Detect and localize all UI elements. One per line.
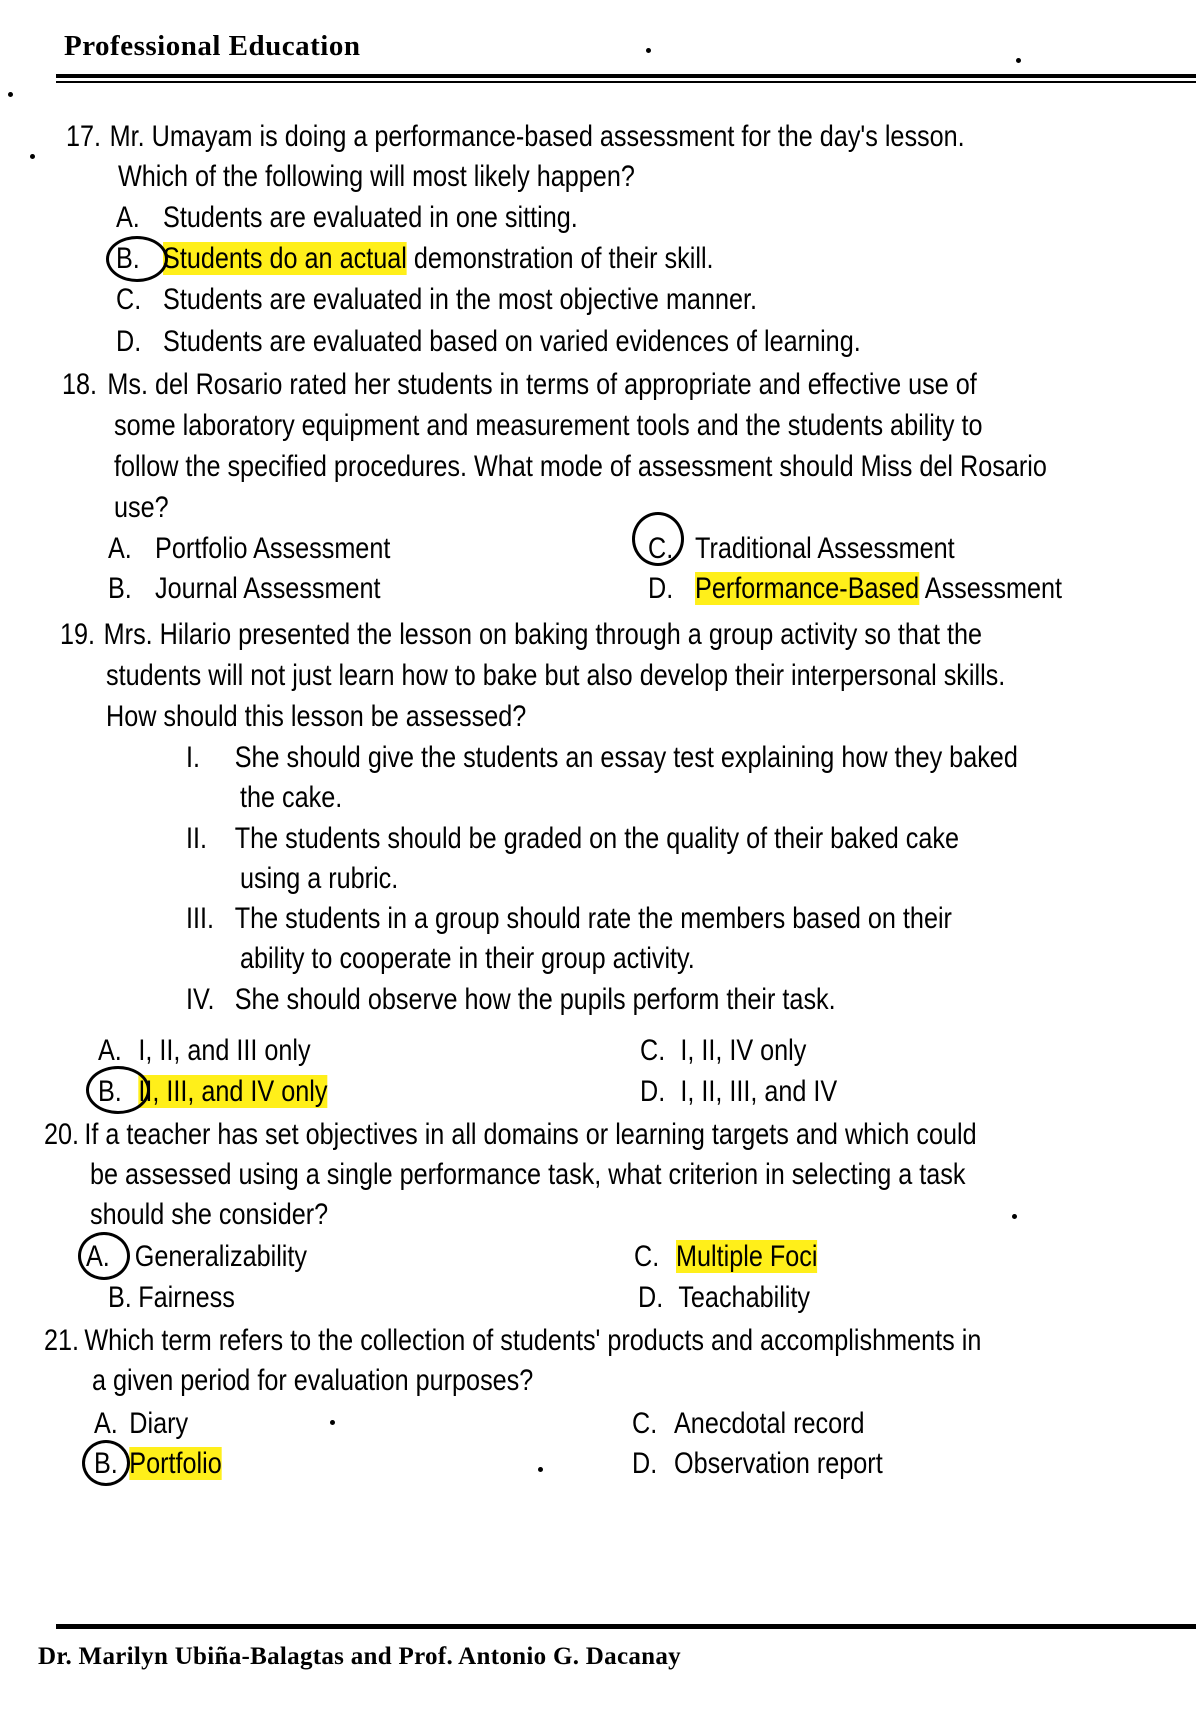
q17-c-text: Students are evaluated in the most objective manner. [163, 283, 758, 316]
q18-stem-line3: follow the specified procedures. What mode of assessment should Miss del Rosario [114, 450, 1047, 483]
q21-d-text: Observation report [674, 1447, 883, 1480]
q19-ii-num: II. [186, 822, 208, 855]
q17-d-letter: D. [116, 325, 142, 358]
q18-c-letter: C. [648, 532, 674, 565]
q19-a-letter: A. [98, 1034, 122, 1067]
q21-number: 21. [44, 1324, 80, 1357]
q21-c-letter: C. [632, 1407, 658, 1440]
q19-number: 19. [60, 618, 96, 651]
q20-stem-line3: should she consider? [90, 1198, 329, 1231]
q20-b-letter: B. [108, 1281, 132, 1314]
q19-c-text: I, II, IV only [680, 1034, 807, 1067]
q21-option-d [632, 1443, 883, 1485]
q18-d-text: Assessment [919, 572, 1063, 605]
q17-b-text: demonstration of their skill. [406, 242, 714, 275]
q17-option-b [116, 238, 714, 280]
q18-d-letter: D. [648, 572, 674, 605]
q17-stem-line2: Which of the following will most likely happen? [118, 160, 635, 193]
q19-ii-text: The students should be graded on the quality of their baked cake [234, 822, 960, 855]
q18-text-1: Ms. del Rosario rated her students in terms of appropriate and effective use of [107, 368, 977, 401]
q20-stem-line1 [44, 1114, 977, 1156]
q21-stem-line2: a given period for evaluation purposes? [92, 1364, 534, 1397]
q20-option-c [634, 1236, 817, 1278]
q17-option-a [116, 197, 578, 239]
q18-a-letter: A. [108, 532, 132, 565]
q19-item-ii [186, 818, 959, 860]
q21-text-1: Which term refers to the collection of students' products and accomplishments in [84, 1324, 982, 1357]
q17-b-highlight: Students do an actual [163, 242, 407, 275]
q19-iv-num: IV. [186, 983, 215, 1016]
q17-option-d [116, 321, 861, 363]
q20-c-letter: C. [634, 1240, 660, 1273]
q17-number: 17. [66, 120, 102, 153]
running-head: Professional Education [64, 30, 361, 62]
q17-a-letter: A. [116, 201, 140, 234]
q19-option-a [98, 1030, 311, 1072]
q18-number: 18. [62, 368, 98, 401]
q20-number: 20. [44, 1118, 80, 1151]
q20-option-d [638, 1277, 810, 1319]
q18-c-text: Traditional Assessment [695, 532, 955, 565]
q17-text-1: Mr. Umayam is doing a performance-based assessment for the day's lesson. [109, 120, 965, 153]
scan-speck [330, 1420, 335, 1425]
scan-speck [30, 154, 35, 159]
q19-i-num: I. [186, 741, 201, 774]
q18-a-text: Portfolio Assessment [155, 532, 391, 565]
q21-a-text: Diary [129, 1407, 189, 1440]
q21-option-c [632, 1403, 865, 1445]
header-rule-thin [56, 81, 1196, 83]
scan-speck [1012, 1214, 1017, 1219]
q19-item-iv [186, 979, 836, 1021]
q19-answer-circle [86, 1066, 150, 1114]
q19-c-letter: C. [640, 1034, 666, 1067]
q19-a-text: I, II, and III only [138, 1034, 311, 1067]
footer-authors: Dr. Marilyn Ubiña-Balagtas and Prof. Antonio G. Dacanay [38, 1643, 681, 1670]
q20-c-text: Multiple Foci [676, 1240, 818, 1273]
q20-a-letter: A. [86, 1240, 110, 1273]
q17-d-text: Students are evaluated based on varied evidences of learning. [163, 325, 861, 358]
header-rule [56, 74, 1196, 78]
q19-b-text: II, III, and IV only [138, 1075, 328, 1108]
q19-option-c [640, 1030, 806, 1072]
q18-d-highlight: Performance-Based [695, 572, 920, 605]
q20-answer-circle [78, 1232, 130, 1280]
q21-a-letter: A. [94, 1407, 118, 1440]
q19-item-i [186, 737, 1018, 779]
q20-text-1: If a teacher has set objectives in all domains or learning targets and which could [84, 1118, 977, 1151]
q21-answer-circle [82, 1440, 130, 1486]
q21-option-a [94, 1403, 188, 1445]
q20-option-b [108, 1277, 235, 1319]
q18-option-b [108, 568, 381, 610]
q20-d-letter: D. [638, 1281, 664, 1314]
q17-a-text: Students are evaluated in one sitting. [163, 201, 578, 234]
scan-speck [8, 92, 13, 97]
q20-b-text: Fairness [138, 1281, 235, 1314]
q18-answer-circle [632, 512, 684, 566]
q19-iv-text: She should observe how the pupils perform their task. [234, 983, 836, 1016]
q17-c-letter: C. [116, 283, 142, 316]
q19-option-d [640, 1071, 837, 1113]
q19-text-1: Mrs. Hilario presented the lesson on baking through a group activity so that the [103, 618, 982, 651]
q19-stem-line2: students will not just learn how to bake but also develop their interpersonal skills. [106, 659, 1006, 692]
scan-speck [538, 1467, 543, 1472]
q18-b-letter: B. [108, 572, 132, 605]
q21-c-text: Anecdotal record [674, 1407, 865, 1440]
q18-option-a [108, 528, 390, 570]
q18-stem-line4: use? [114, 491, 169, 524]
q19-item-ii-cont: using a rubric. [240, 862, 399, 895]
q21-d-letter: D. [632, 1447, 658, 1480]
q19-item-iii-cont: ability to cooperate in their group activity. [240, 942, 695, 975]
q17-b-letter: B. [116, 242, 140, 275]
q19-iii-num: III. [186, 902, 215, 935]
q20-a-text: Generalizability [134, 1240, 307, 1273]
q17-answer-circle [106, 236, 168, 282]
q18-b-text: Journal Assessment [155, 572, 381, 605]
q20-stem-line2: be assessed using a single performance task, what criterion in selecting a task [90, 1158, 966, 1191]
q19-i-text: She should give the students an essay test explaining how they baked [234, 741, 1018, 774]
q19-stem-line1 [60, 614, 982, 656]
q18-stem-line2: some laboratory equipment and measurement tools and the students ability to [114, 409, 983, 442]
scan-speck [1016, 58, 1021, 63]
q19-stem-line3: How should this lesson be assessed? [106, 700, 527, 733]
q18-stem-line1 [62, 364, 977, 406]
q19-item-iii [186, 898, 952, 940]
q21-b-letter: B. [94, 1447, 118, 1480]
scan-speck [646, 48, 651, 53]
q19-b-letter: B. [98, 1075, 122, 1108]
q18-option-d [648, 568, 1062, 610]
q17-stem-line1 [66, 116, 965, 158]
q19-item-i-cont: the cake. [240, 781, 343, 814]
q19-d-text: I, II, III, and IV [680, 1075, 838, 1108]
q19-iii-text: The students in a group should rate the members based on their [234, 902, 952, 935]
q19-d-letter: D. [640, 1075, 666, 1108]
footer-rule [56, 1624, 1196, 1629]
q18-option-c [648, 528, 955, 570]
q17-option-c [116, 279, 757, 321]
q21-b-text: Portfolio [129, 1447, 222, 1480]
q20-d-text: Teachability [678, 1281, 811, 1314]
q21-stem-line1 [44, 1320, 981, 1362]
